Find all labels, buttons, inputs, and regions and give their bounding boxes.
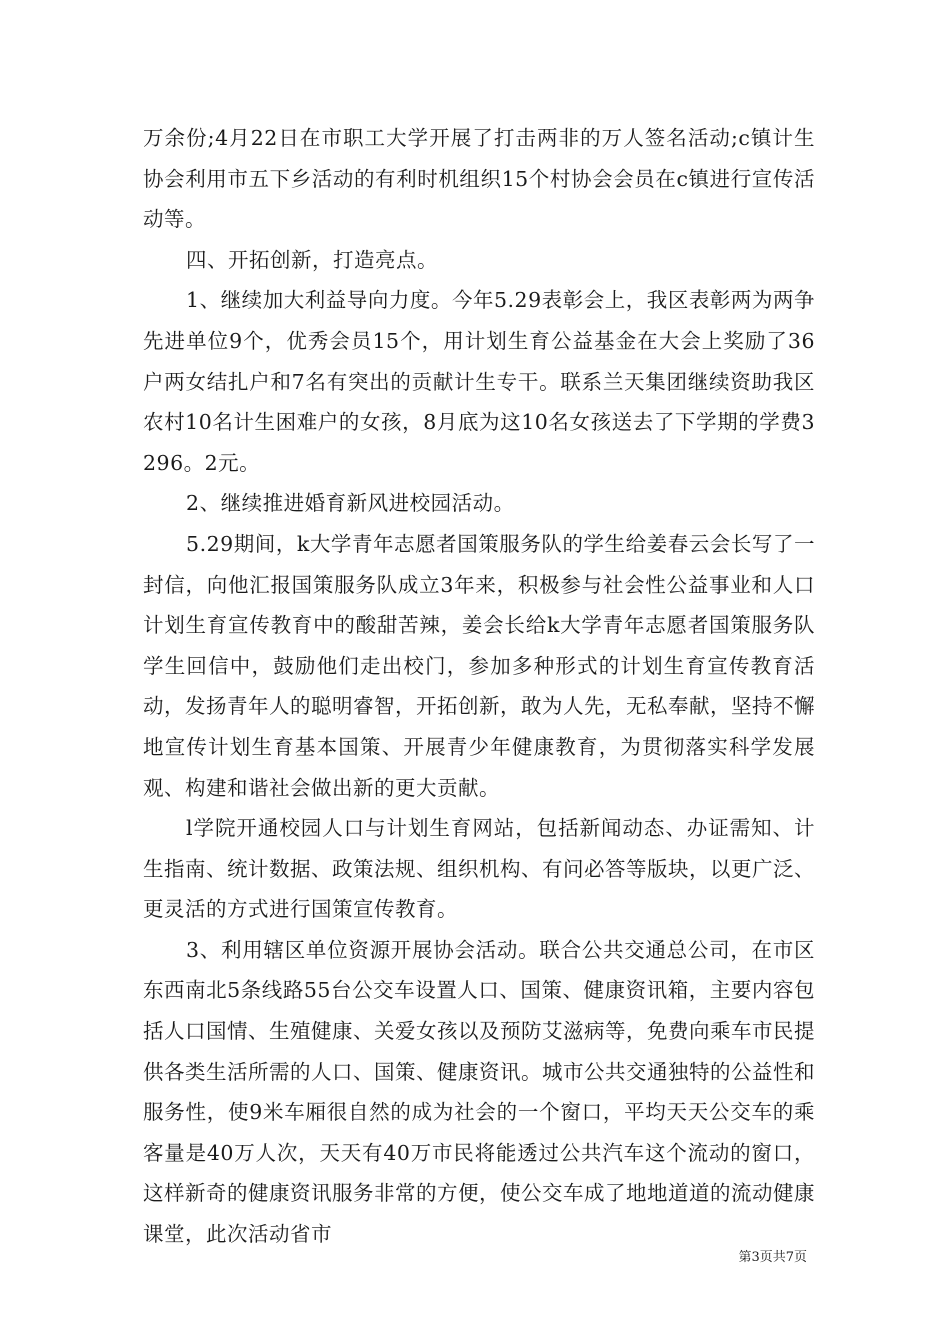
paragraph-incentive: 1、继续加大利益导向力度。今年5.29表彰会上，我区表彰两为两争先进单位9个，优秀会员15个，用计划生育公益基金在大会上奖励了36户两女结扎户和7名有突出的贡献计生专干。联系兰天集团继续资助我区农村10名计生困难户的女孩，8月底为这10名女孩送去了下学期的学费3296。2元。 <box>143 288 815 475</box>
paragraph-campus-website: l学院开通校园人口与计划生育网站，包括新闻动态、办证需知、计生指南、统计数据、政策法规、组织机构、有问必答等版块，以更广泛、更灵活的方式进行国策宣传教育。 <box>143 816 815 922</box>
paragraph-continuation: 万余份;4月22日在市职工大学开展了打击两非的万人签名活动;c镇计生协会利用市五下乡活动的有利时机组织15个村协会会员在c镇进行宣传活动等。 <box>143 126 815 232</box>
paragraph-bus-activity: 3、利用辖区单位资源开展协会活动。联合公共交通总公司，在市区东西南北5条线路55台公交车设置人口、国策、健康资讯箱，主要内容包括人口国情、生殖健康、关爱女孩以及预防艾滋病等，免费向乘车市民提供各类生活所需的人口、国策、健康资讯。城市公共交通独特的公益性和服务性，使9米车厢很自然的成为社会的一个窗口，平均天天公交车的乘客量是40万人次，天天有40万市民将能透过公共汽车这个流动的窗口，这样新奇的健康资讯服务非常的方便，使公交车成了地地道道的流动健康课堂，此次活动省市 <box>143 937 815 1247</box>
section-heading-four: 四、开拓创新，打造亮点。 <box>186 247 439 272</box>
page-number: 第3页共7页 <box>738 1250 807 1265</box>
document-body <box>143 118 815 1255</box>
paragraph-volunteer-letter: 5.29期间，k大学青年志愿者国策服务队的学生给姜春云会长写了一封信，向他汇报国策服务队成立3年来，积极参与社会性公益事业和人口计划生育宣传教育中的酸甜苦辣，姜会长给k大学青年志愿者国策服务队学生回信中，鼓励他们走出校门，参加多种形式的计划生育宣传教育活动，发扬青年人的聪明睿智，开拓创新，敢为人先，无私奉献，坚持不懈地宣传计划生育基本国策、开展青少年健康教育，为贯彻落实科学发展观、构建和谐社会做出新的更大贡献。 <box>143 531 815 800</box>
paragraph-campus-heading: 2、继续推进婚育新风进校园活动。 <box>186 491 515 516</box>
